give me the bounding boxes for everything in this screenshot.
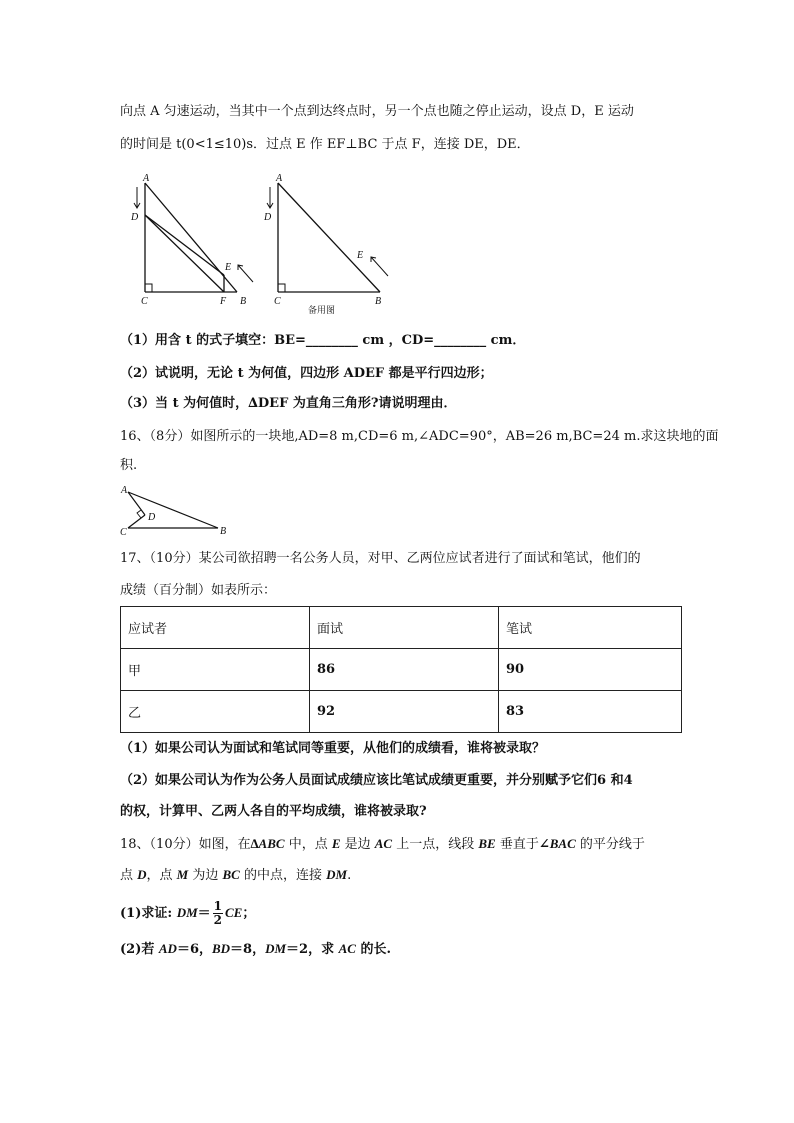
cell-written: 83	[499, 691, 682, 733]
cell-applicant: 乙	[121, 691, 310, 733]
q16-figure	[116, 482, 236, 540]
q16-label-c: C	[120, 527, 127, 538]
header-interview: 面试	[310, 607, 499, 649]
spare-label-e: E	[357, 250, 364, 261]
q17-text-line1: 17、（10分）某公司欲招聘一名公务人员，对甲、乙两位应试者进行了面试和笔试，他们的	[120, 551, 641, 566]
spare-label-b: B	[375, 296, 382, 307]
segment-de	[145, 215, 224, 275]
q15-sub2: （2）试说明，无论 t 为何值，四边形 ADEF 都是平行四边形；	[120, 366, 493, 381]
label-c: C	[141, 296, 148, 307]
fraction-one-half: $\frac{1}{2}$	[213, 899, 223, 927]
q18-text-line1: 18、（10分）如图，在∆ABC 中，点 E 是边 AC 上一点，线段 BE 垂直于∠BAC 的平分线于	[120, 836, 645, 852]
q16-label-b: B	[220, 526, 227, 537]
q16-text-line1: 16、（8分）如图所示的一块地,AD=8 m,CD=6 m,∠ADC=90°，AB=26 m,BC=24 m.求这块地的面	[120, 429, 719, 444]
table-row	[121, 691, 682, 733]
q18-part1: (1)求证: DM＝ $\frac{1}{2}$ CE；	[120, 899, 256, 927]
q17-sub1: （1）如果公司认为面试和笔试同等重要，从他们的成绩看，谁将被录取？	[120, 741, 546, 756]
right-angle-mark	[145, 284, 152, 292]
spare-label-c: C	[274, 296, 281, 307]
segment-df	[145, 215, 224, 292]
label-e: E	[225, 262, 232, 273]
q17-score-table	[120, 606, 682, 733]
q15-text-line1: 向点 A 匀速运动，当其中一个点到达终点时，另一个点也随之停止运动，设点 D，E 运动	[120, 104, 634, 119]
cell-interview: 86	[310, 649, 499, 691]
q17-sub2-line2: 的权，计算甲、乙两人各自的平均成绩，谁将被录取?	[120, 804, 427, 819]
cell-interview: 92	[310, 691, 499, 733]
q16-text-line2: 积.	[120, 458, 138, 473]
spare-label-d: D	[264, 212, 272, 223]
segment-dc	[128, 515, 145, 528]
table-row	[121, 649, 682, 691]
label-a: A	[143, 173, 150, 184]
label-d: D	[131, 212, 139, 223]
q17-text-line2: 成绩（百分制）如表所示：	[120, 583, 277, 598]
cell-written: 90	[499, 649, 682, 691]
label-f: F	[220, 296, 227, 307]
q15-figure-spare	[258, 170, 408, 318]
q18-part2: (2)若 AD＝6，BD＝8，DM＝2，求 AC 的长.	[120, 941, 392, 957]
spare-label-a: A	[276, 173, 283, 184]
q15-figure-main	[125, 170, 265, 312]
arrow-e	[238, 265, 253, 282]
q18-text-line2: 点 D，点 M 为边 BC 的中点，连接 DM.	[120, 867, 352, 883]
q17-sub2-line1: （2）如果公司认为作为公务人员面试成绩应该比笔试成绩更重要，并分别赋予它们6 和4	[120, 773, 633, 788]
table-header-row	[121, 607, 682, 649]
spare-caption: 备用图	[308, 306, 336, 316]
label-b: B	[240, 296, 247, 307]
q15-sub3: （3）当 t 为何值时，∆DEF 为直角三角形?请说明理由．	[120, 396, 457, 411]
header-applicant: 应试者	[121, 607, 310, 649]
q16-label-a: A	[121, 485, 128, 496]
header-written: 笔试	[499, 607, 682, 649]
q15-text-line2: 的时间是 t(0<1≤10)s．过点 E 作 EF⊥BC 于点 F，连接 DE，DE．	[120, 137, 530, 152]
segment-ab	[145, 183, 237, 292]
cell-applicant: 甲	[121, 649, 310, 691]
q15-sub1: （1）用含 t 的式子填空：BE=________ cm ，CD=________ cm．	[120, 333, 526, 348]
q16-label-d: D	[148, 512, 156, 523]
